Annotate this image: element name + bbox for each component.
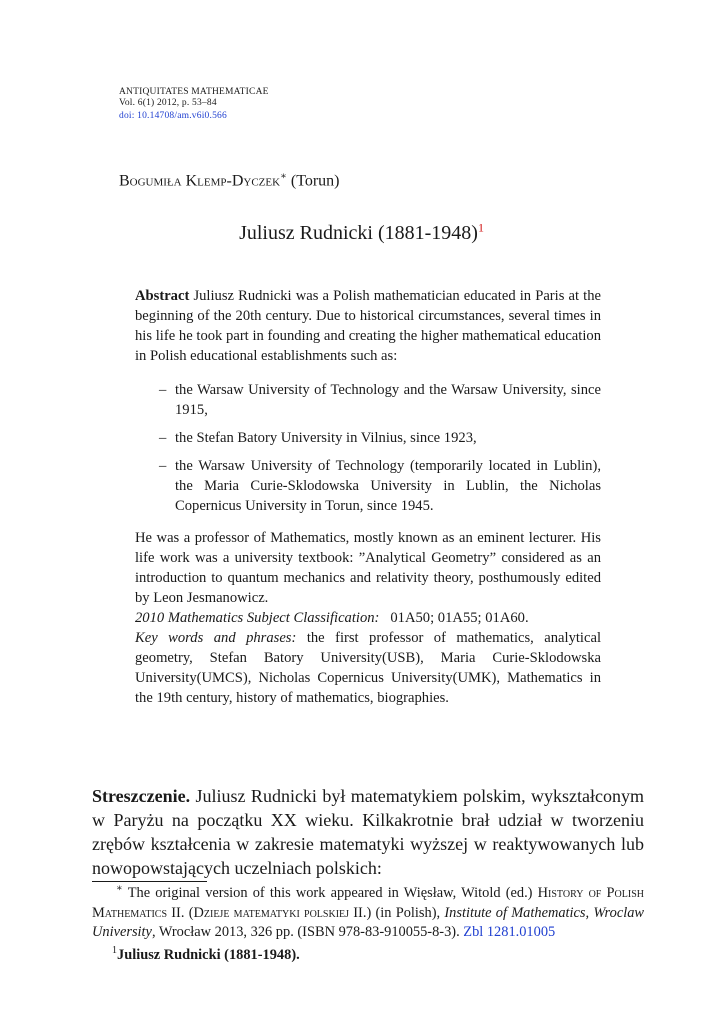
list-item-text: the Warsaw University of Technology and the Warsaw University, since 1915, [175, 382, 601, 418]
institution-list [135, 380, 601, 516]
author-line [119, 171, 340, 190]
footnote-1-text-b: (in Polish), [375, 904, 441, 921]
streszczenie-text: Juliusz Rudnicki był matematykiem polskim, wykształconym w Paryżu na początku XX wieku. Kilkakrotnie brał udział w tworzeniu zrębów kształcenia w zakresie matematyki wyższej w reaktywowanych lub nowopowstających uczelniach polskich: [92, 786, 644, 878]
list-item-text: the Warsaw University of Technology (temporarily located in Lublin), the Maria Curie-Sklodowska University in Lublin, the Nicholas Copernicus University in Torun, since 1945. [175, 458, 601, 514]
list-bullet: – [159, 382, 167, 398]
keywords-line [135, 628, 601, 708]
footnote-2-text: Juliusz Rudnicki (1881-1948). [117, 946, 300, 963]
footnote-1-series-pl: (Dzieje matematyki polskiej II.) [188, 904, 372, 921]
author-affiliation: (Torun) [290, 172, 340, 190]
streszczenie-label: Streszczenie. [92, 786, 191, 806]
msc-codes: 01A50; 01A55; 01A60. [390, 610, 529, 626]
list-item [135, 456, 601, 516]
keywords-label: Key words and phrases: [135, 630, 297, 646]
streszczenie-block [92, 784, 644, 880]
title-footnote-link[interactable]: 1 [477, 220, 484, 235]
journal-name: ANTIQUITATES MATHEMATICAE [119, 87, 269, 97]
volume-info: Vol. 6(1) 2012, p. 53–84 [119, 98, 217, 108]
footnote-1 [92, 884, 644, 943]
footnote-1-text-c: , Wrocław 2013, 326 pp. (ISBN 978-83-910055-8-3). [151, 924, 460, 940]
msc-label: 2010 Mathematics Subject Classification: [135, 610, 380, 626]
footnotes-block [92, 884, 644, 965]
zbl-link[interactable]: Zbl 1281.01005 [463, 924, 556, 940]
abstract-label: Abstract [135, 288, 190, 304]
keywords-text: the first professor of mathematics, analytical geometry, Stefan Batory University(USB), Maria Curie-Sklodowska University(UMCS), Nicholas Copernicus University(UMK), Mathematics in the 19th century, history of mathematics, biographies. [135, 630, 601, 706]
abstract-intro-text: Juliusz Rudnicki was a Polish mathematician educated in Paris at the beginning of the 20th century. Due to historical circumstances, several times in his life he took part in founding and creating the higher mathematical education in Polish educational establishments such as: [135, 288, 601, 364]
msc-line [135, 608, 601, 628]
list-bullet: – [159, 430, 167, 446]
footnote-1-text-a: The original version of this work appeared in Więsław, Witold (ed.) [127, 885, 533, 901]
article-title [119, 222, 604, 245]
title-text: Juliusz Rudnicki (1881-1948) [239, 222, 478, 244]
footnote-1-institute: Institute of Mathematics, Wroclaw University [92, 904, 644, 940]
footnote-1-marker: ∗ [116, 883, 123, 895]
footnote-divider [92, 881, 207, 882]
list-bullet: – [159, 458, 167, 474]
author-footnote-marker: ∗ [280, 171, 287, 182]
list-item-text: the Stefan Batory University in Vilnius, since 1923, [175, 430, 477, 446]
author-name: Bogumiła Klemp-Dyczek [119, 172, 281, 190]
abstract-intro [135, 286, 601, 366]
abstract-closing: He was a professor of Mathematics, mostly known as an eminent lecturer. His life work was a university textbook: ”Analytical Geometry” considered as an introduction to quantum mechanics and relativity theory, posthumously edited by Leon Jesmanowicz. [135, 530, 601, 606]
list-item [135, 380, 601, 420]
footnote-1-series: History of Polish Mathematics II. [92, 885, 644, 921]
doi-link[interactable]: doi: 10.14708/am.v6i0.566 [119, 111, 227, 121]
abstract-block [135, 286, 601, 708]
footnote-2 [92, 946, 644, 966]
list-item [135, 428, 601, 448]
footnote-2-marker: 1 [112, 944, 117, 956]
